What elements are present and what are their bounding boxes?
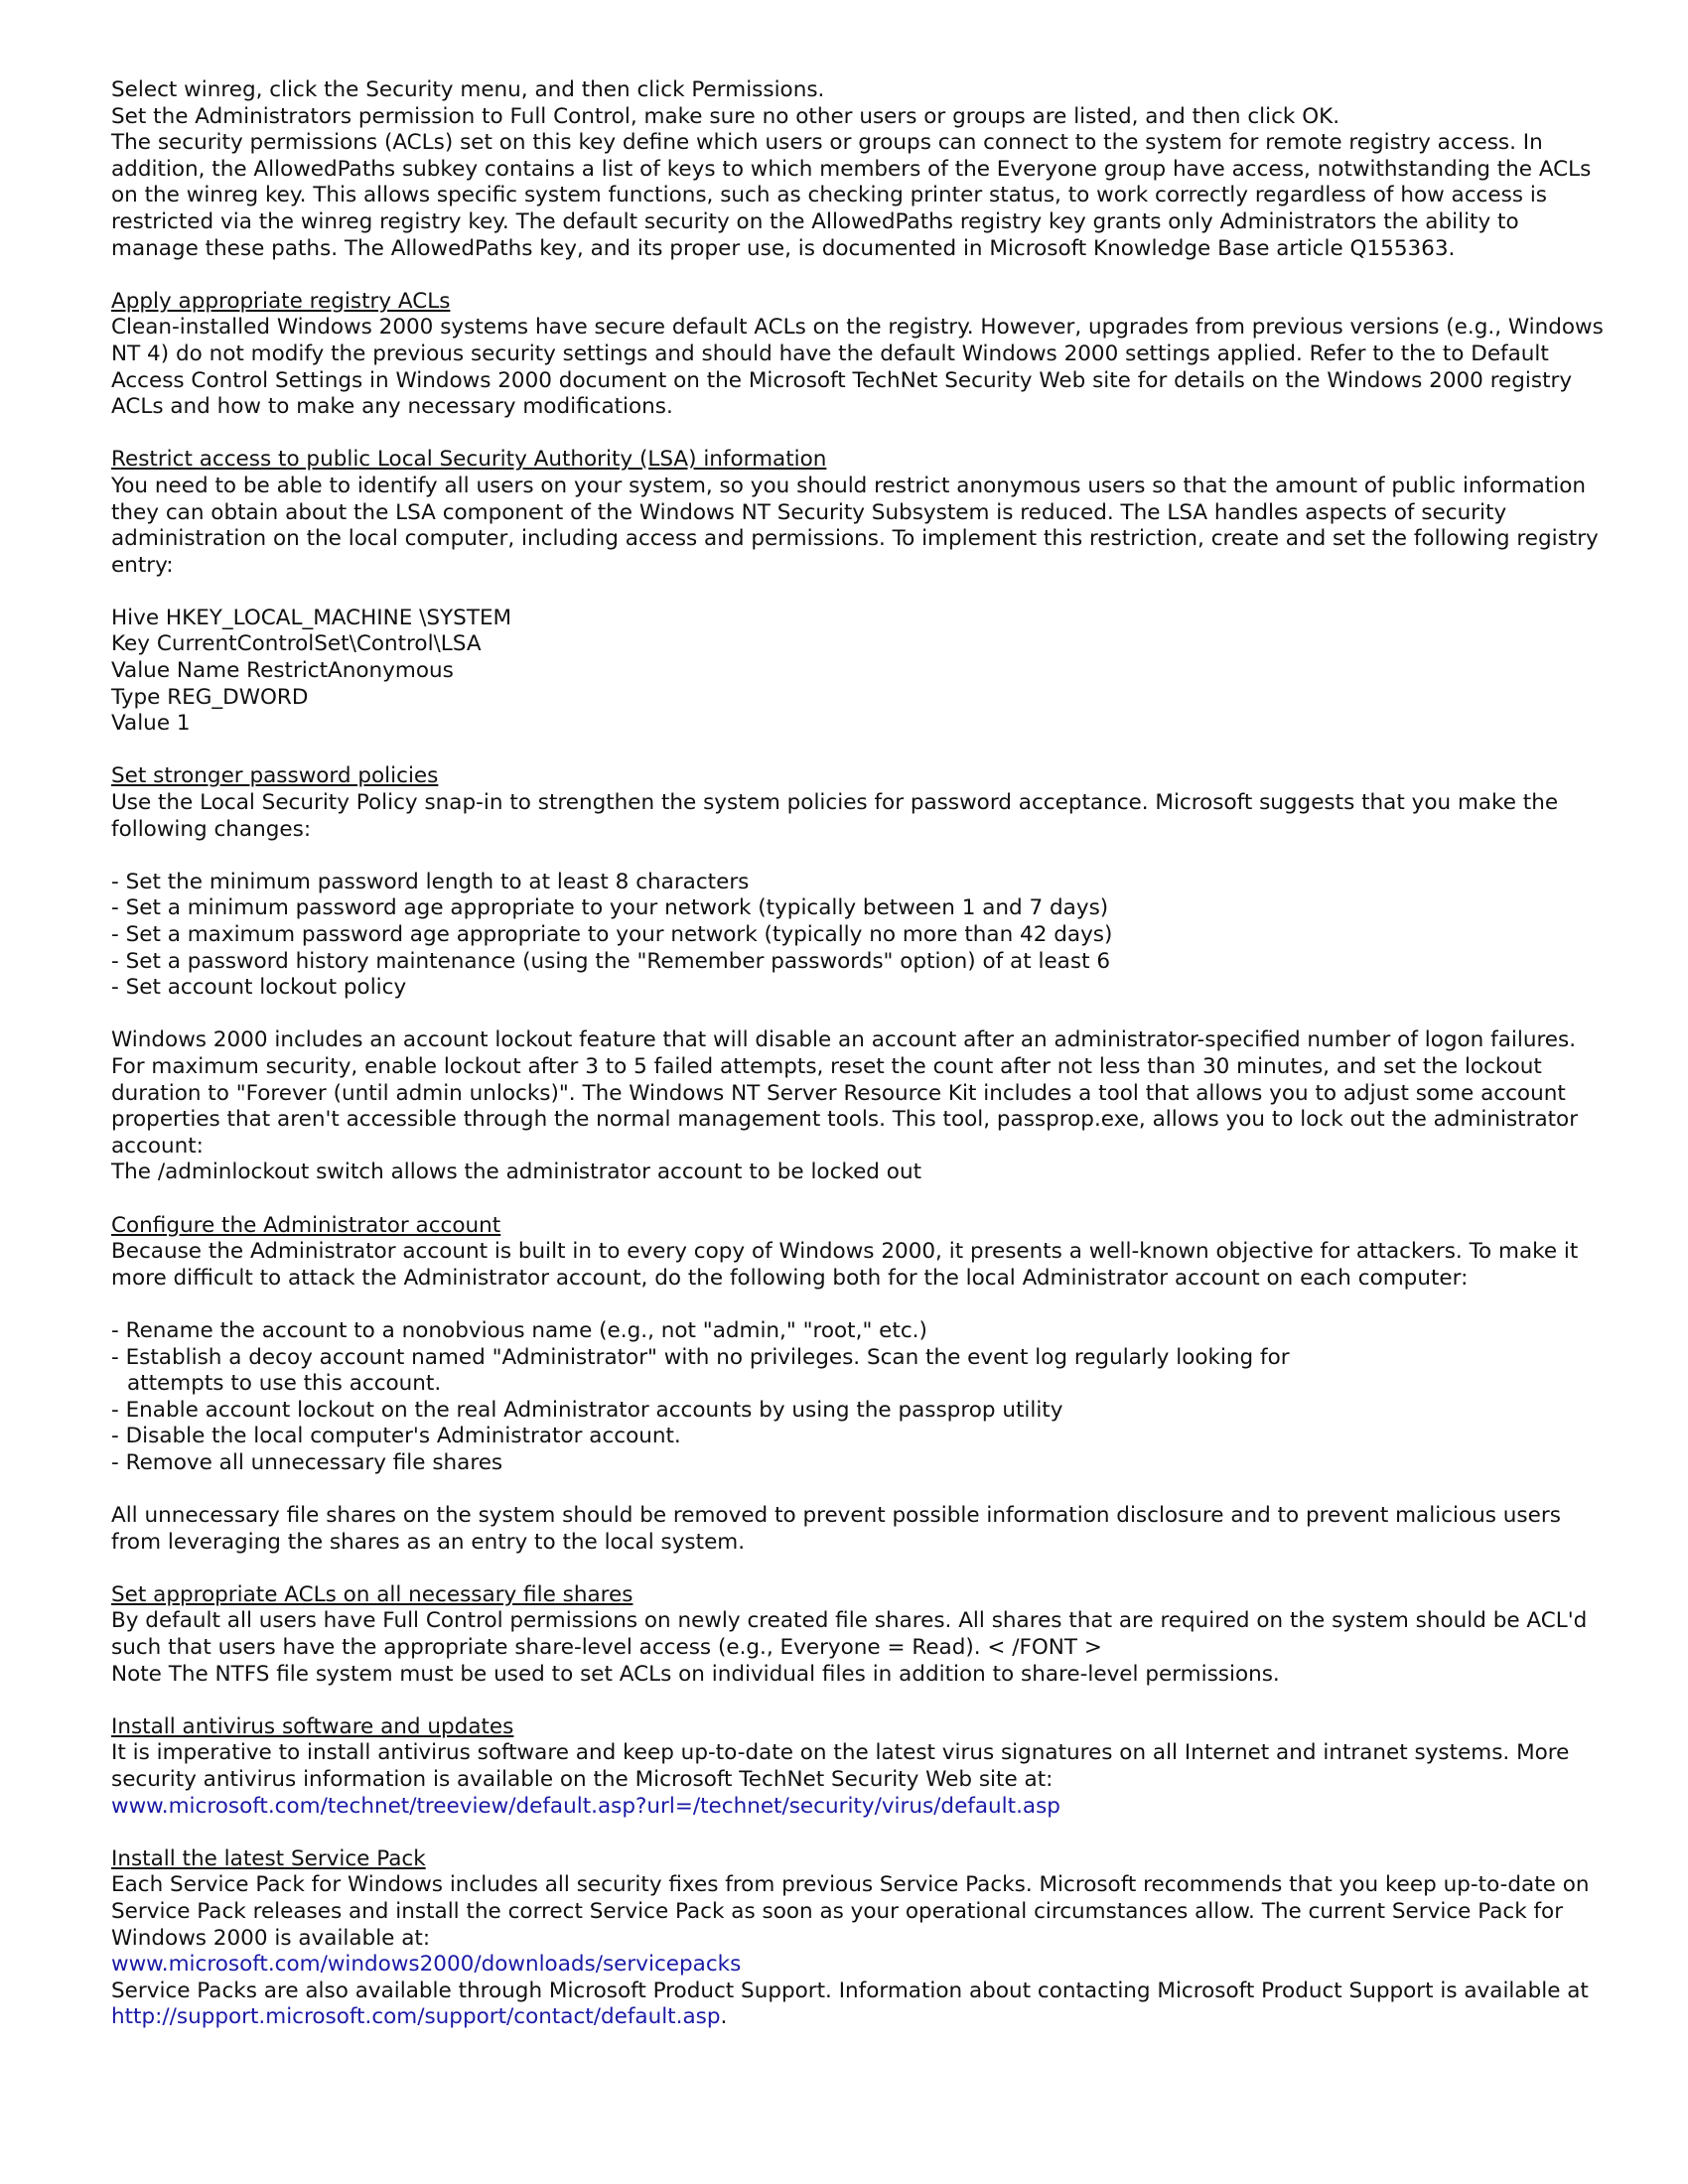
spacer bbox=[111, 1292, 1611, 1318]
intro-paragraph: The security permissions (ACLs) set on this key define which users or groups can connect to the system for remote registry access. In addition, the AllowedPaths subkey contains a list of keys to which members of the Everyone group have access, notwithstanding the ACLs on the winreg key. This allows specific system functions, such as checking printer status, to work correctly regardless of how access is restricted via the winreg registry key. The default security on the AllowedPaths registry key grants only Administrators the ability to manage these paths. The AllowedPaths key, and its proper use, is documented in Microsoft Knowledge Base article Q155363. bbox=[111, 130, 1592, 261]
heading-password-policies: Set stronger password policies bbox=[111, 763, 439, 789]
registry-entry-value: Value 1 bbox=[111, 711, 191, 737]
spacer bbox=[111, 1820, 1611, 1846]
file-shares-note: Note The NTFS file system must be used to set ACLs on individual files in addition to share-level permissions. bbox=[111, 1661, 1280, 1687]
service-pack-link[interactable]: www.microsoft.com/windows2000/downloads/servicepacks bbox=[111, 1952, 742, 1978]
registry-acls-body: Clean-installed Windows 2000 systems have secure default ACLs on the registry. However, upgrades from previous versions (e.g., Windows NT 4) do not modify the previous security settings and should have the default Windows 2000 settings applied. Refer to the to Default Access Control Settings in Windows 2000 document on the Microsoft TechNet Security Web site for details on the Windows 2000 registry ACLs and how to make any necessary modifications. bbox=[111, 315, 1604, 420]
registry-entry-key: Key CurrentControlSet\Control\LSA bbox=[111, 631, 482, 657]
spacer bbox=[111, 1002, 1611, 1028]
spacer bbox=[111, 421, 1611, 448]
spacer bbox=[111, 843, 1611, 870]
intro-line-1: Select winreg, click the Security menu, and then click Permissions. bbox=[111, 77, 825, 102]
support-link[interactable]: http://support.microsoft.com/support/contact/default.asp bbox=[111, 2004, 721, 2030]
registry-entry-value-name: Value Name RestrictAnonymous bbox=[111, 658, 454, 684]
spacer bbox=[111, 1556, 1611, 1582]
lsa-body: You need to be able to identify all users on your system, so you should restrict anonymous users so that the amount of public information they can obtain about the LSA component of the Windows NT Security Subsystem is reduced. The LSA handles aspects of security administration on the local computer, including access and permissions. To implement this restriction, create and set the following registry entry: bbox=[111, 473, 1599, 578]
heading-service-pack: Install the latest Service Pack bbox=[111, 1845, 426, 1871]
list-item: - Rename the account to a nonobvious name (e.g., not "admin," "root," etc.) bbox=[111, 1317, 927, 1343]
heading-antivirus: Install antivirus software and updates bbox=[111, 1713, 514, 1739]
antivirus-body: It is imperative to install antivirus software and keep up-to-date on the latest virus signatures on all Internet and intranet systems. More security antivirus information is available on the Microsoft TechNet Security Web site at: bbox=[111, 1740, 1570, 1792]
antivirus-link[interactable]: www.microsoft.com/technet/treeview/default.asp?url=/technet/security/virus/default.asp bbox=[111, 1793, 1060, 1819]
registry-entry-hive: Hive HKEY_LOCAL_MACHINE \SYSTEM bbox=[111, 605, 512, 630]
shares-paragraph: All unnecessary file shares on the system should be removed to prevent possible information disclosure and to prevent malicious users from leveraging the shares as an entry to the local system. bbox=[111, 1503, 1561, 1555]
spacer bbox=[111, 1476, 1611, 1503]
lockout-paragraph: Windows 2000 includes an account lockout feature that will disable an account after an administrator-specified number of logon failures. For maximum security, enable lockout after 3 to 5 failed attempts, reset the count after not less than 30 minutes, and set the lockout duration to "Forever (until admin unlocks)". The Windows NT Server Resource Kit includes a tool that allows you to adjust some account properties that aren't accessible through the normal management tools. This tool, passprop.exe, allows you to lock out the administrator account: bbox=[111, 1027, 1579, 1159]
adminlockout-line: The /adminlockout switch allows the administrator account to be locked out bbox=[111, 1160, 922, 1185]
list-item: - Enable account lockout on the real Administrator accounts by using the passprop utility bbox=[111, 1397, 1063, 1423]
spacer bbox=[111, 1186, 1611, 1213]
registry-entry-type: Type REG_DWORD bbox=[111, 684, 309, 710]
list-item: - Set a password history maintenance (using the "Remember passwords" option) of at least 6 bbox=[111, 948, 1111, 974]
list-item: - Remove all unnecessary file shares bbox=[111, 1449, 503, 1475]
list-item: - Set account lockout policy bbox=[111, 975, 407, 1001]
password-body: Use the Local Security Policy snap-in to strengthen the system policies for password acceptance. Microsoft suggests that you make the following changes: bbox=[111, 790, 1559, 842]
document-page bbox=[111, 77, 1611, 2031]
spacer bbox=[111, 738, 1611, 764]
heading-lsa: Restrict access to public Local Security Authority (LSA) information bbox=[111, 447, 827, 473]
support-text: Service Packs are also available through Microsoft Product Support. Information about contacting Microsoft Product Support is available at bbox=[111, 1978, 1589, 2003]
support-period: . bbox=[720, 2004, 728, 2030]
list-item: - Set a maximum password age appropriate to your network (typically no more than 42 days) bbox=[111, 922, 1113, 947]
admin-body: Because the Administrator account is built in to every copy of Windows 2000, it presents a well-known objective for attackers. To make it more difficult to attack the Administrator account, do the following both for the local Administrator account on each computer: bbox=[111, 1239, 1579, 1291]
list-item: - Establish a decoy account named "Administrator" with no privileges. Scan the event log regularly looking for bbox=[111, 1344, 1290, 1370]
spacer bbox=[111, 1688, 1611, 1714]
support-paragraph bbox=[111, 1979, 1611, 2031]
spacer bbox=[111, 579, 1611, 606]
list-item-continuation: attempts to use this account. bbox=[127, 1371, 442, 1397]
spacer bbox=[111, 262, 1611, 289]
service-pack-body: Each Service Pack for Windows includes all security fixes from previous Service Packs. Microsoft recommends that you keep up-to-date on Service Pack releases and install the correct Service Pack as soon as your operational circumstances allow. The current Service Pack for Windows 2000 is available at: bbox=[111, 1872, 1590, 1951]
intro-line-2: Set the Administrators permission to Full Control, make sure no other users or groups are listed, and then click OK. bbox=[111, 103, 1340, 129]
heading-registry-acls: Apply appropriate registry ACLs bbox=[111, 288, 451, 314]
list-item: - Set a minimum password age appropriate to your network (typically between 1 and 7 days) bbox=[111, 895, 1109, 921]
list-item: - Disable the local computer's Administrator account. bbox=[111, 1424, 681, 1449]
file-shares-body: By default all users have Full Control permissions on newly created file shares. All shares that are required on the system should be ACL'd such that users have the appropriate share-level access (e.g., Everyone = Read). < /FONT > bbox=[111, 1608, 1588, 1661]
heading-file-shares: Set appropriate ACLs on all necessary file shares bbox=[111, 1581, 633, 1607]
list-item: - Set the minimum password length to at least 8 characters bbox=[111, 869, 750, 894]
heading-admin-account: Configure the Administrator account bbox=[111, 1212, 501, 1238]
